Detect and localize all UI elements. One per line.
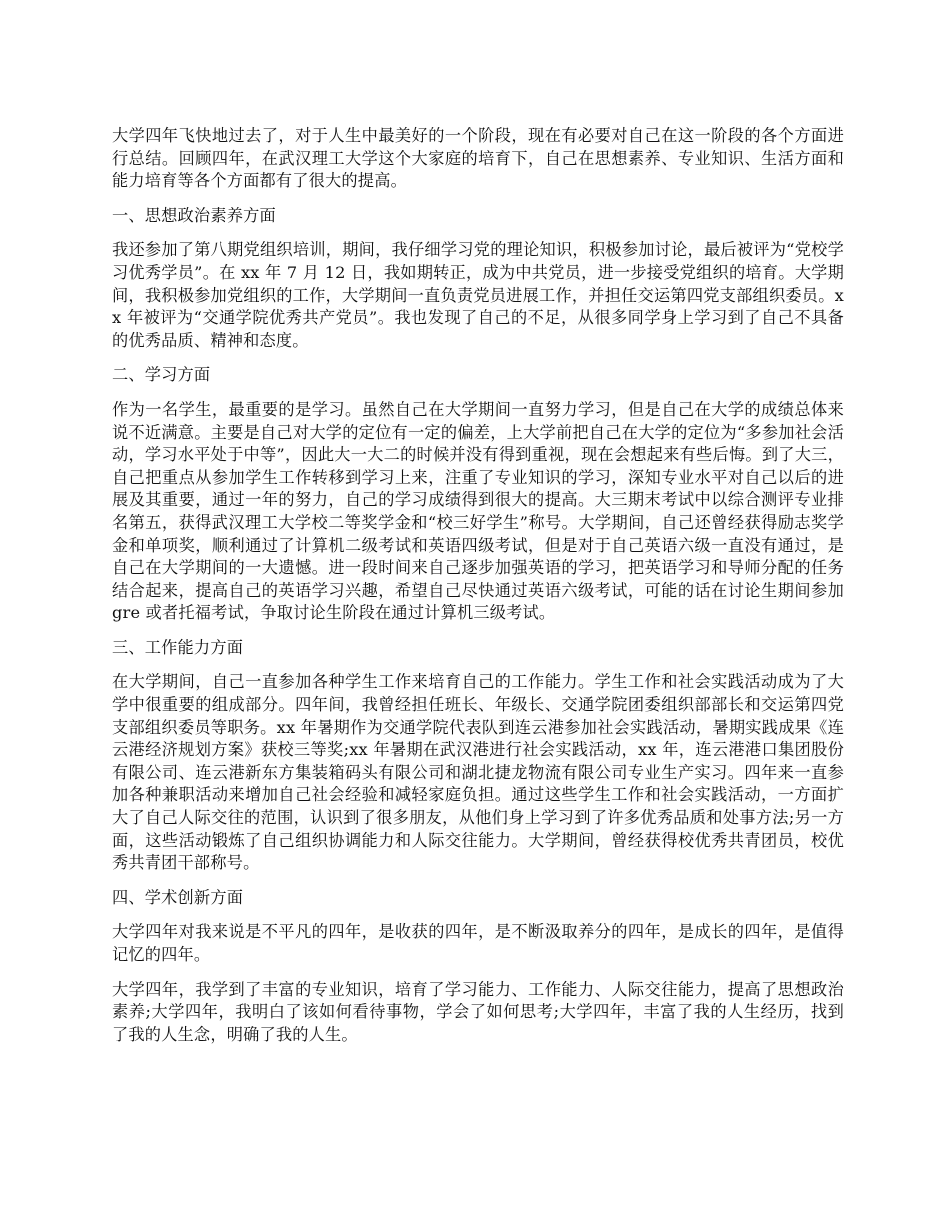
section-heading-academic-innovation: 四、学术创新方面 [112, 887, 244, 907]
section-body-academic-innovation: 大学四年对我来说是不平凡的四年，是收获的四年，是不断汲取养分的四年，是成长的四年，是值得记忆的四年。 [112, 922, 844, 964]
section-body-study: 作为一名学生，最重要的是学习。虽然自己在大学期间一直努力学习，但是自己在大学的成绩总体来说不近满意。主要是自己对大学的定位有一定的偏差，上大学前把自己在大学的定位为“多参加社会活动，学习水平处于中等”，因此大一大二的时候并没有得到重视，现在会想起来有些后悔。到了大三，自己把重点从参加学生工作转移到学习上来，注重了专业知识的学习，深知专业水平对自己以后的进展及其重要，通过一年的努力，自己的学习成绩得到很大的提高。大三期末考试中以综合测评专业排名第五，获得武汉理工大学校二等奖学金和“校三好学生”称号。大学期间，自己还曾经获得励志奖学金和单项奖，顺利通过了计算机二级考试和英语四级考试，但是对于自己英语六级一直没有通过，是自己在大学期间的一大遗憾。进一段时间来自己逐步加强英语的学习，把英语学习和导师分配的任务结合起来，提高自己的英语学习兴趣，希望自己尽快通过英语六级考试，可能的话在讨论生期间参加 gre 或者托福考试，争取讨论生阶段在通过计算机三级考试。 [112, 399, 844, 623]
section-body-politics: 我还参加了第八期党组织培训，期间，我仔细学习党的理论知识，积极参加讨论，最后被评为“党校学习优秀学员”。在 xx 年 7 月 12 日，我如期转正，成为中共党员，进一步接受党组织的培育。大学期间，我积极参加党组织的工作，大学期间一直负责党员进展工作，并担任交运第四党支部组织委员。xx 年被评为“交通学院优秀共产党员”。我也发现了自己的不足，从很多同学身上学习到了自己不具备的优秀品质、精神和态度。 [112, 240, 844, 350]
section-heading-study: 二、学习方面 [112, 365, 211, 385]
section-heading-work-ability: 三、工作能力方面 [112, 637, 244, 657]
conclusion-paragraph: 大学四年，我学到了丰富的专业知识，培育了学习能力、工作能力、人际交往能力，提高了思想政治素养;大学四年，我明白了该如何看待事物，学会了如何思考;大学四年，丰富了我的人生经历，找到了我的人生念，明确了我的人生。 [112, 979, 844, 1044]
intro-paragraph: 大学四年飞快地过去了，对于人生中最美好的一个阶段，现在有必要对自己在这一阶段的各个方面进行总结。回顾四年，在武汉理工大学这个大家庭的培育下，自己在思想素养、专业知识、生活方面和能力培育等各个方面都有了很大的提高。 [112, 126, 844, 191]
document-page [112, 125, 844, 1058]
section-body-work-ability: 在大学期间，自己一直参加各种学生工作来培育自己的工作能力。学生工作和社会实践活动成为了大学中很重要的组成部分。四年间，我曾经担任班长、年级长、交通学院团委组织部部长和交运第四党支部组织委员等职务。xx 年暑期作为交通学院代表队到连云港参加社会实践活动，暑期实践成果《连云港经济规划方案》获校三等奖;xx 年暑期在武汉港进行社会实践活动，xx 年，连云港港口集团股份有限公司、连云港新东方集装箱码头有限公司和湖北捷龙物流有限公司专业生产实习。四年来一直参加各种兼职活动来增加自己社会经验和减轻家庭负担。通过这些学生工作和社会实践活动，一方面扩大了自己人际交往的范围，认识到了很多朋友，从他们身上学习到了许多优秀品质和处事方法;另一方面，这些活动锻炼了自己组织协调能力和人际交往能力。大学期间，曾经获得校优秀共青团员，校优秀共青团干部称号。 [112, 672, 844, 873]
section-heading-politics: 一、思想政治素养方面 [112, 205, 276, 225]
